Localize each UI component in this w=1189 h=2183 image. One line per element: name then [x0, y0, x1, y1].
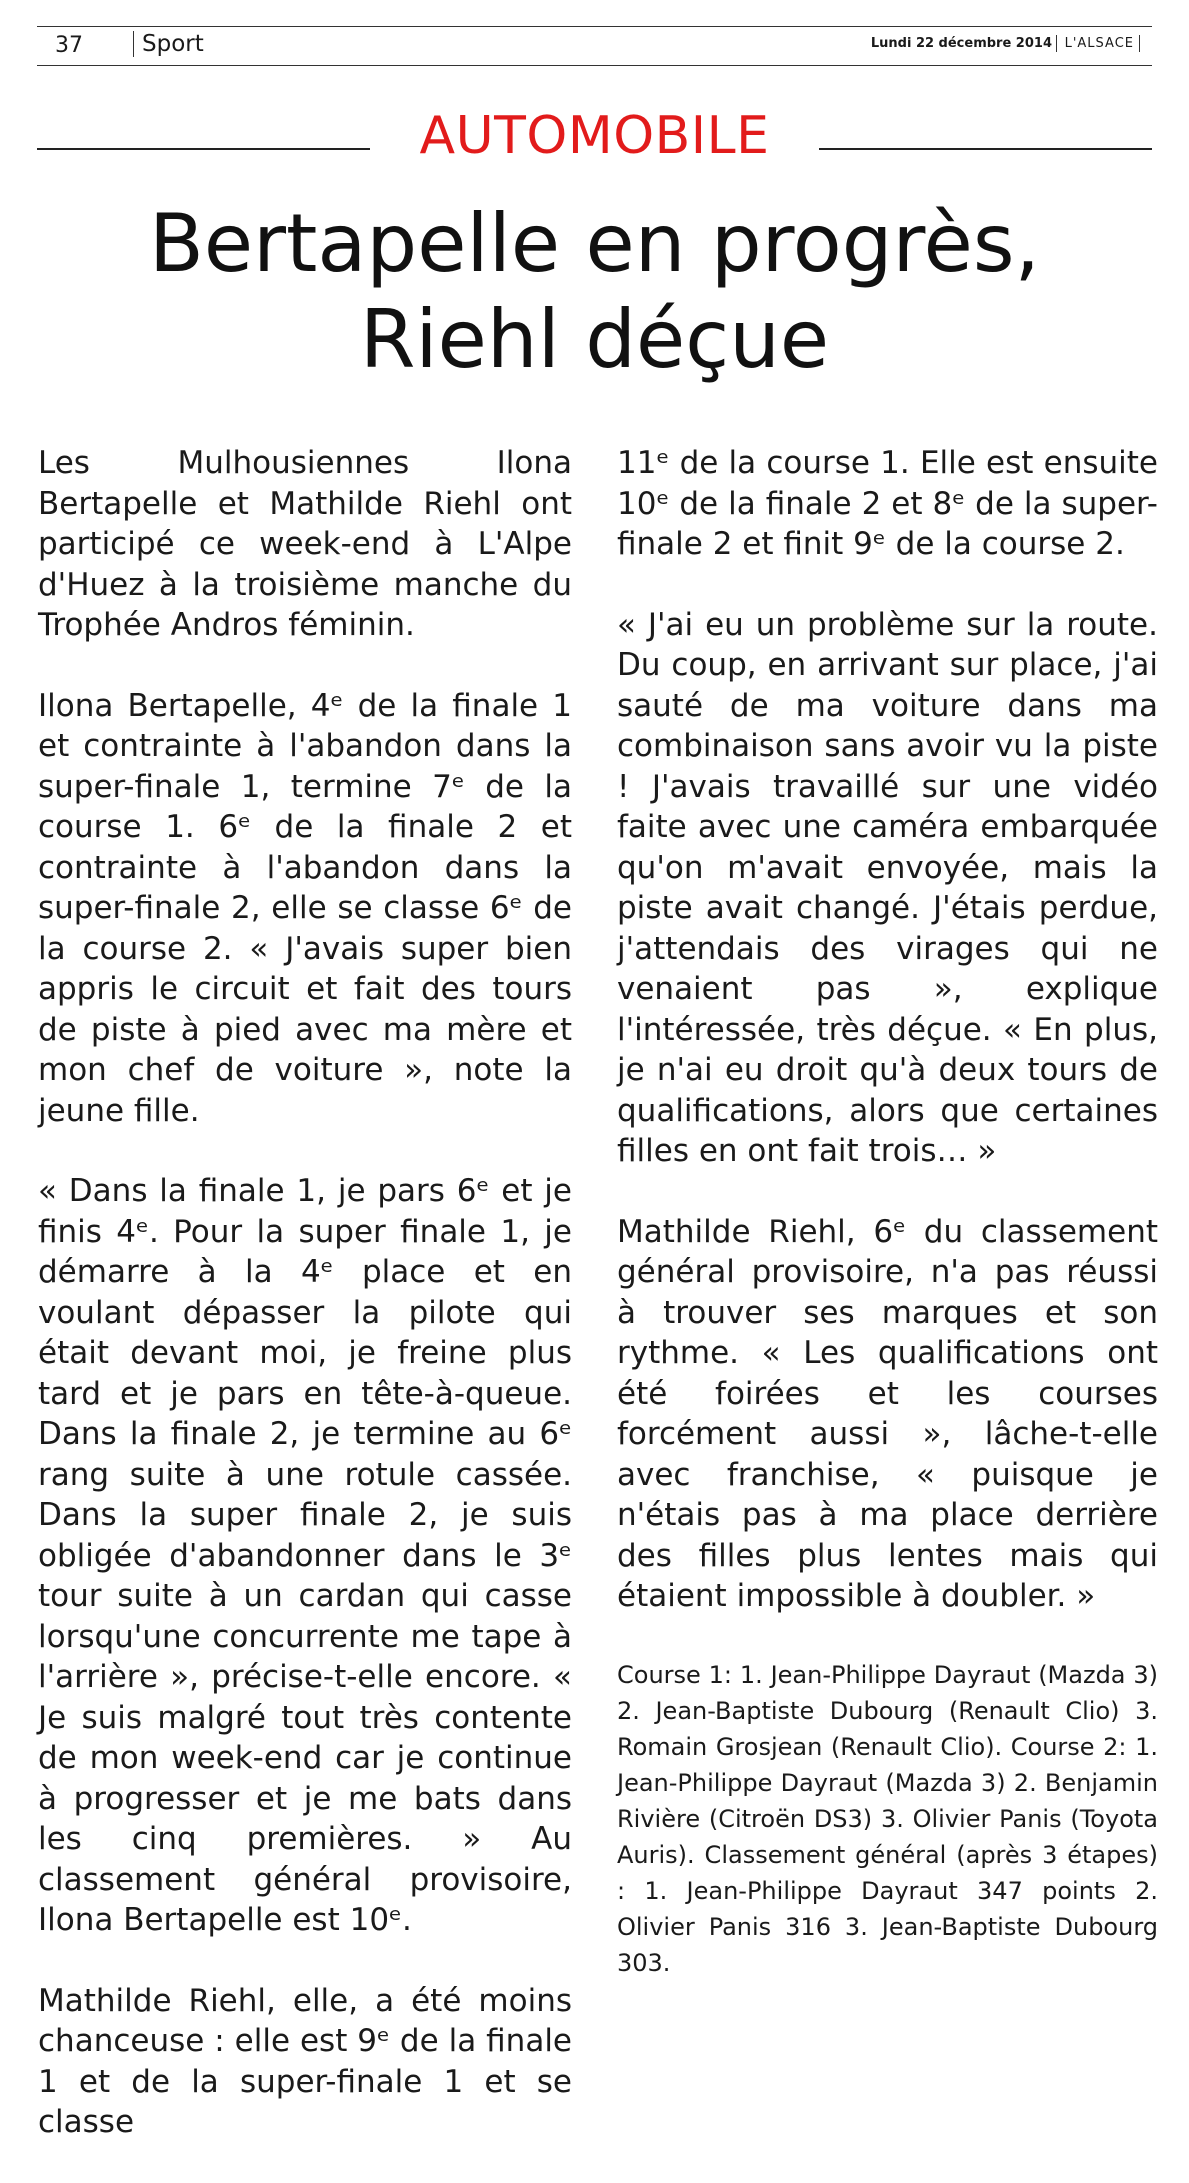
issue-date: Lundi 22 décembre 2014 — [870, 36, 1052, 51]
article-paragraph: Mathilde Riehl, elle, a été moins chanceuse : elle est 9ᵉ de la finale 1 et de la super-finale 1 et se classe — [38, 1982, 572, 2140]
page-number: 37 — [55, 33, 83, 58]
headline-line-1: Bertapelle en progrès, — [149, 197, 1040, 290]
headline — [0, 196, 1189, 388]
article-paragraph: « J'ai eu un problème sur la route. Du coup, en arrivant sur place, j'ai sauté de ma voiture dans ma combinaison sans avoir vu la piste ! J'avais travaillé sur une vidéo faite avec une caméra embarquée qu'on m'avait envoyée, mais la piste avait changé. J'étais perdue, j'attendais des virages qui ne venaient pas », explique l'intéressée, très déçue. « En plus, je n'ai eu droit qu'à deux tours de qualifications, alors que certaines filles en ont fait trois… » — [617, 606, 1158, 1169]
headline-line-2: Riehl déçue — [359, 293, 830, 386]
article-paragraph: 11ᵉ de la course 1. Elle est ensuite 10ᵉ de la finale 2 et 8ᵉ de la super-finale 2 et finit 9ᵉ de la course 2. — [617, 445, 1158, 562]
article-paragraph: Ilona Bertapelle, 4ᵉ de la finale 1 et contrainte à l'abandon dans la super-finale 1, termine 7ᵉ de la course 1. 6ᵉ de la finale 2 et contrainte à l'abandon dans la super-finale 2, elle se classe 6ᵉ de la course 2. « J'avais super bien appris le circuit et fait des tours de piste à pied avec ma mère et mon chef de voiture », note la jeune fille. — [38, 687, 572, 1129]
category-rule-right — [819, 148, 1152, 150]
section-label: Sport — [133, 31, 204, 57]
header-divider — [1056, 35, 1058, 52]
article-paragraph: Mathilde Riehl, 6ᵉ du classement général provisoire, n'a pas réussi à trouver ses marques et son rythme. « Les qualifications ont été foirées et les courses forcément aussi », lâche-t-elle avec franchise, « puisque je n'étais pas à ma place derrière des filles plus lentes mais qui étaient impossible à doubler. » — [617, 1213, 1158, 1614]
race-results: Course 1: 1. Jean-Philippe Dayraut (Mazda 3) 2. Jean-Baptiste Dubourg (Renault Clio) 3. Romain Grosjean (Renault Clio). Course 2: 1. Jean-Philippe Dayraut (Mazda 3) 2. Benjamin Rivière (Citroën DS3) 3. Olivier Panis (Toyota Auris). Classement général (après 3 étapes) : 1. Jean-Philippe Dayraut 347 points 2. Olivier Panis 316 3. Jean-Baptiste Dubourg 303. — [617, 1660, 1158, 1977]
article-column-right — [617, 443, 1158, 2021]
header-divider — [1139, 35, 1141, 52]
article-paragraph: Les Mulhousiennes Ilona Bertapelle et Mathilde Riehl ont participé ce week-end à L'Alpe d'Huez à la troisième manche du Trophée Andros féminin. — [38, 445, 572, 643]
category-label: AUTOMOBILE — [419, 106, 770, 166]
newspaper-name: L'ALSACE — [1064, 36, 1134, 51]
page-header — [37, 26, 1152, 66]
article-paragraph: « Dans la finale 1, je pars 6ᵉ et je finis 4ᵉ. Pour la super finale 1, je démarre à la 4ᵉ place et en voulant dépasser la pilote qui était devant moi, je freine plus tard et je pars en tête-à-queue. Dans la finale 2, je termine au 6ᵉ rang suite à une rotule cassée. Dans la super finale 2, je suis obligée d'abandonner dans le 3ᵉ tour suite à un cardan qui casse lorsqu'une concurrente me tape à l'arrière », précise-t-elle encore. « Je suis malgré tout très contente de mon week-end car je continue à progresser et je me bats dans les cinq premières. » Au classement général provisoire, Ilona Bertapelle est 10ᵉ. — [38, 1173, 572, 1938]
article-column-left — [38, 443, 572, 2183]
